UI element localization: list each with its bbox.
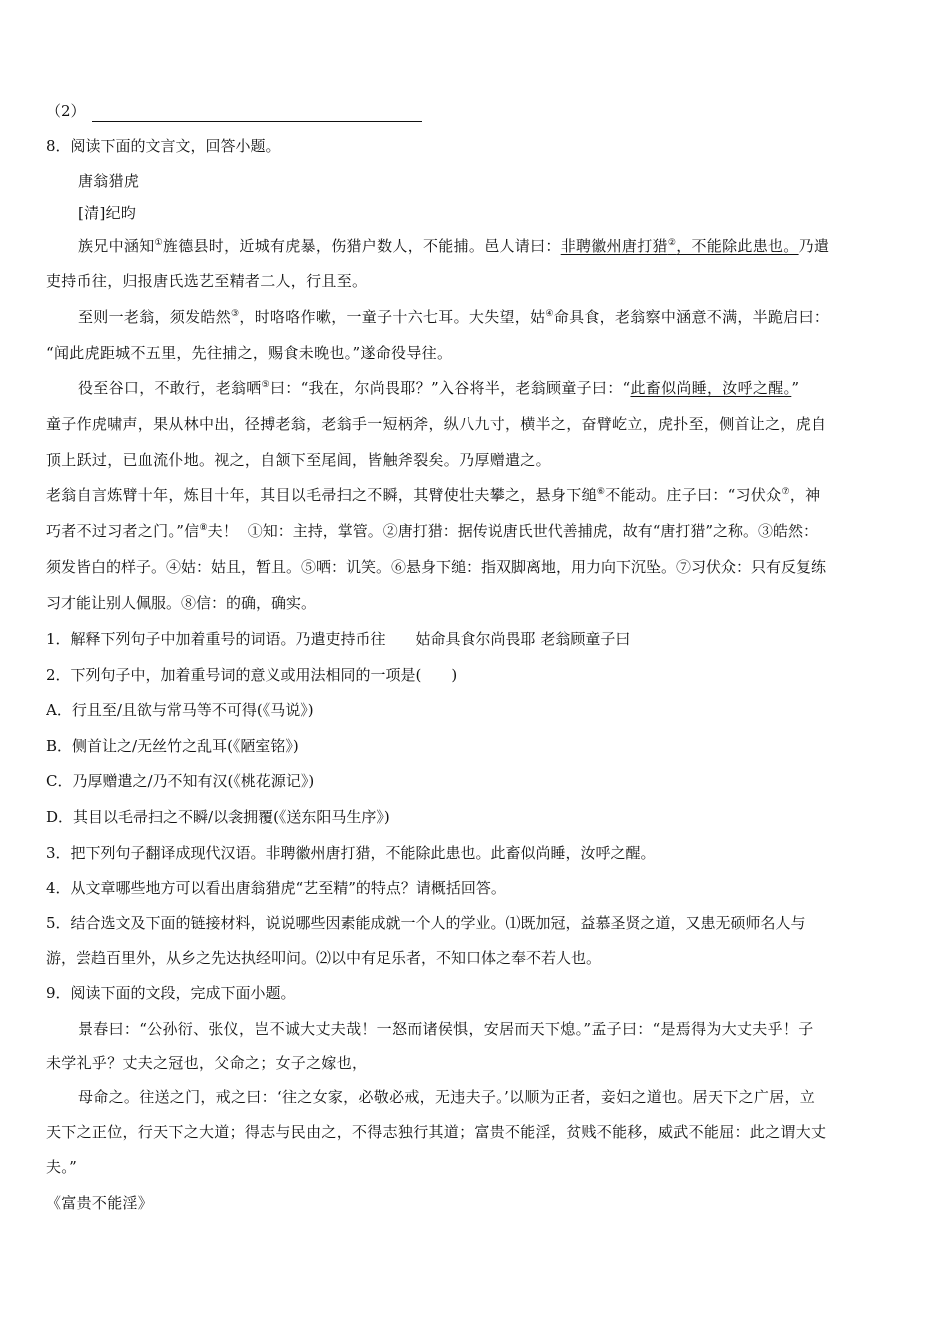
passage-title: 唐翁猎虎 [78, 172, 140, 190]
q9-passage-line-2: 未学礼乎？丈夫之冠也，父命之；女子之嫁也， [46, 1054, 368, 1072]
note-ref: ② [667, 238, 677, 248]
passage-paragraph-2: 至则一老翁，须发皓然③，时咯咯作嗽，一童子十六七耳。大失望，姑④命具食，老翁察中涵意不满，半跪启曰： [78, 308, 830, 326]
option-a: A．行且至/且欲与常马等不可得(《马说》) [46, 701, 314, 719]
note-ref: ⑥ [596, 487, 606, 497]
footnotes-cont2: 习才能让别人佩服。⑧信：的确，确实。 [46, 594, 317, 612]
q9-passage-line-4: 天下之正位，行天下之大道；得志与民由之，不得志独行其道；富贵不能淫，贫贱不能移，威武不能屈：此之谓大丈 [46, 1123, 827, 1141]
footnotes-cont: 须发皆白的样子。④姑：姑且，暂且。⑤哂：讥笑。⑥悬身下缒：指双脚离地，用力向下沉坠。⑦习伏众：只有反复练 [46, 558, 827, 576]
passage-paragraph-3-cont: 童子作虎啸声，果从林中出，径搏老翁，老翁手一短柄斧，纵八九寸，横半之，奋臂屹立，虎扑至，侧首让之，虎自 [46, 415, 827, 433]
q9-passage-line-5: 夫。” [46, 1158, 78, 1176]
passage-author: [清]纪昀 [78, 204, 137, 222]
q9-source: 《富贵不能淫》 [46, 1194, 154, 1212]
question-1: 1．解释下列句子中加着重号的词语。乃遣吏持币往 姑命具食尔尚畏耶 老翁顾童子曰 [46, 630, 631, 648]
underlined-sentence: 此畜似尚睡，汝呼之醒。 [630, 379, 792, 397]
answer-blank[interactable] [92, 120, 422, 122]
question-3: 3．把下列句子翻译成现代汉语。非聘徽州唐打猎，不能除此患也。此畜似尚睡，汝呼之醒。 [46, 844, 656, 862]
note-ref: ⑤ [261, 380, 270, 390]
note-ref: ① [154, 238, 163, 248]
passage-paragraph-4-cont: 巧者不过习者之门。”信⑧夫！ ①知：主持，掌管。②唐打猎：据传说唐氏世代善捕虎，故有“唐打猎”之称。③皓然： [46, 522, 819, 540]
question-5: 5．结合选文及下面的链接材料，说说哪些因素能成就一个人的学业。⑴既加冠，益慕圣贤之道，又患无硕师名人与 [46, 914, 806, 932]
passage-paragraph-2-cont: “闻此虎距城不五里，先往捕之，赐食未晚也。”遂命役导往。 [46, 344, 453, 362]
option-b: B．侧首让之/无丝竹之乱耳(《陋室铭》) [46, 737, 299, 755]
question-2: 2．下列句子中，加着重号词的意义或用法相同的一项是( ) [46, 666, 458, 684]
option-c: C．乃厚赠遣之/乃不知有汉(《桃花源记》) [46, 772, 315, 790]
note-ref: ⑧ [199, 523, 208, 533]
passage-paragraph-3-cont2: 顶上跃过，已血流仆地。视之，自颔下至尾闾，皆触斧裂矣。乃厚赠遣之。 [46, 451, 551, 469]
q8-header: 8．阅读下面的文言文，回答小题。 [46, 137, 281, 155]
passage-paragraph-1: 族兄中涵知①旌德县时，近城有虎暴，伤猎户数人，不能捕。邑人请曰：非聘徽州唐打猎②，不能除此患也。乃遣 [78, 237, 830, 255]
note-ref: ⑦ [781, 487, 790, 497]
question-4: 4．从文章哪些地方可以看出唐翁猎虎“艺至精”的特点？请概括回答。 [46, 879, 506, 897]
option-d: D．其目以毛帚扫之不瞬/以衾拥覆(《送东阳马生序》) [46, 808, 390, 826]
question-5-cont: 游，尝趋百里外，从乡之先达执经叩问。⑵以中有足乐者，不知口体之奉不若人也。 [46, 949, 602, 967]
passage-paragraph-1-cont: 吏持币往，归报唐氏选艺至精者二人，行且至。 [46, 272, 368, 290]
underlined-sentence: 非聘徽州唐打猎②，不能除此患也。 [560, 237, 799, 255]
answer-line-2 [46, 100, 911, 122]
item-label: （2） [46, 102, 86, 120]
q9-passage-line-3: 母命之。往送之门，戒之曰：‘往之女家，必敬必戒，无违夫子。’以顺为正者，妾妇之道也。居天下之广居，立 [78, 1088, 816, 1106]
footnotes: ①知：主持，掌管。②唐打猎：据传说唐氏世代善捕虎，故有“唐打猎”之称。③皓然： [247, 522, 819, 540]
note-ref: ④ [545, 309, 554, 319]
note-ref: ③ [231, 309, 240, 319]
passage-paragraph-3: 役至谷口，不敢行，老翁哂⑤曰：“我在，尔尚畏耶？”入谷将半，老翁顾童子曰：“此畜似尚睡，汝呼之醒。” [78, 379, 800, 397]
q9-passage-line-1: 景春曰：“公孙衍、张仪，岂不诚大丈夫哉！一怒而诸侯惧，安居而天下熄。”孟子曰：“是焉得为大丈夫乎！子 [78, 1020, 814, 1038]
passage-paragraph-4: 老翁自言炼臂十年，炼目十年，其目以毛帚扫之不瞬，其臂使壮夫攀之，悬身下缒⑥不能动。庄子曰：“习伏众⑦，神 [46, 486, 821, 504]
q9-header: 9．阅读下面的文段，完成下面小题。 [46, 984, 296, 1002]
